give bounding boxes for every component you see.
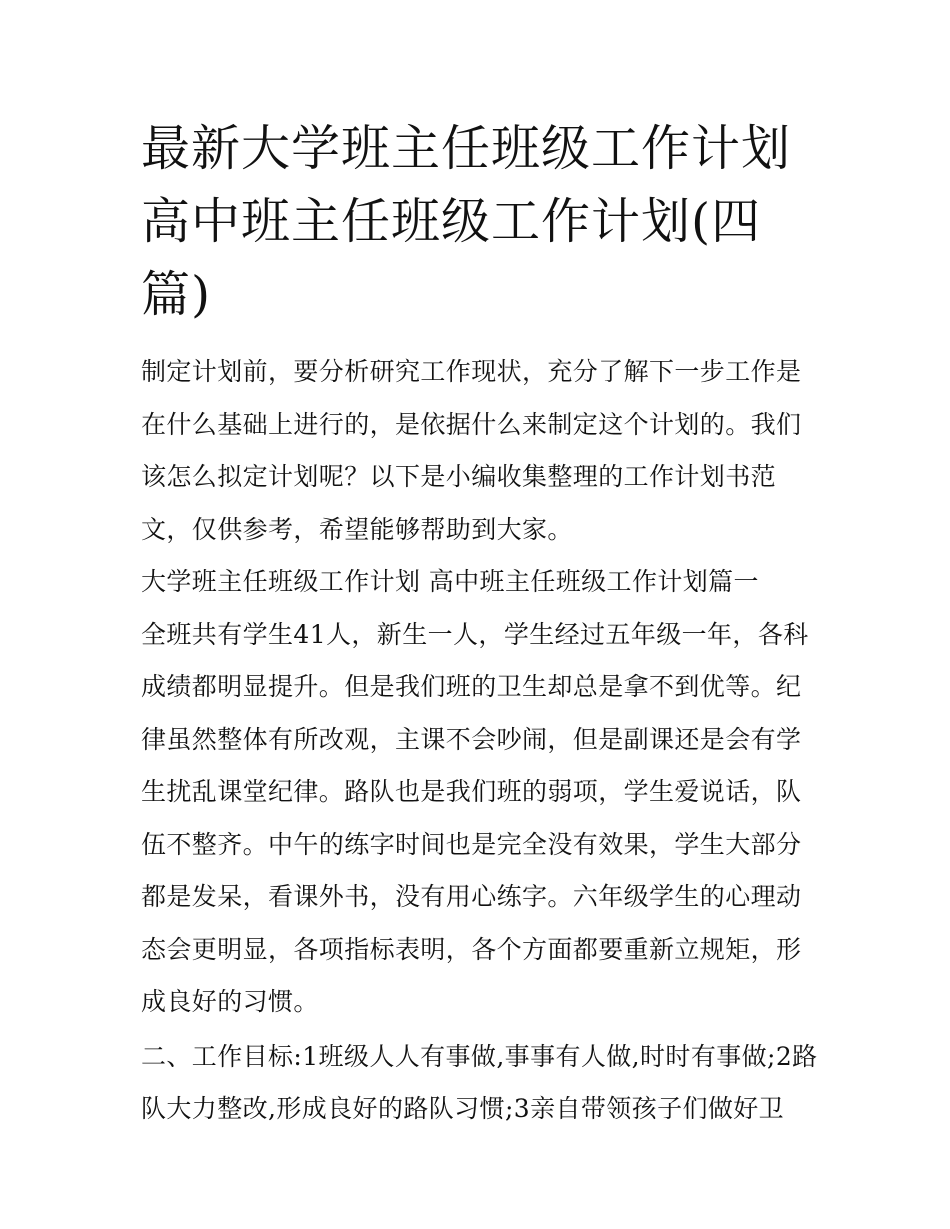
body-paragraph-1: 全班共有学生41人，新生一人，学生经过五年级一年，各科成绩都明显提升。但是我们班的卫生却总是拿不到优等。纪律虽然整体有所改观，主课不会吵闹，但是副课还是会有学生扰乱课堂纪律。路队也是我们班的弱项，学生爱说话，队伍不整齐。中午的练字时间也是完全没有效果，学生大部分都是发呆，看课外书，没有用心练字。六年级学生的心理动态会更明显，各项指标表明，各个方面都要重新立规矩，形成良好的习惯。 bbox=[141, 619, 809, 1016]
document-title: 最新大学班主任班级工作计划 高中班主任班级工作计划(四篇) bbox=[141, 120, 792, 323]
intro-paragraph: 制定计划前，要分析研究工作现状，充分了解下一步工作是在什么基础上进行的，是依据什么来制定这个计划的。我们该怎么拟定计划呢？以下是小编收集整理的工作计划书范文，仅供参考，希望能够帮助到大家。 bbox=[141, 357, 802, 544]
body-paragraph-2: 二、工作目标:1班级人人有事做,事事有人做,时时有事做;2路队大力整改,形成良好的路队习惯;3亲自带领孩子们做好卫 bbox=[141, 1041, 818, 1123]
section-heading: 大学班主任班级工作计划 高中班主任班级工作计划篇一 bbox=[141, 567, 759, 596]
document-page bbox=[141, 112, 821, 1136]
